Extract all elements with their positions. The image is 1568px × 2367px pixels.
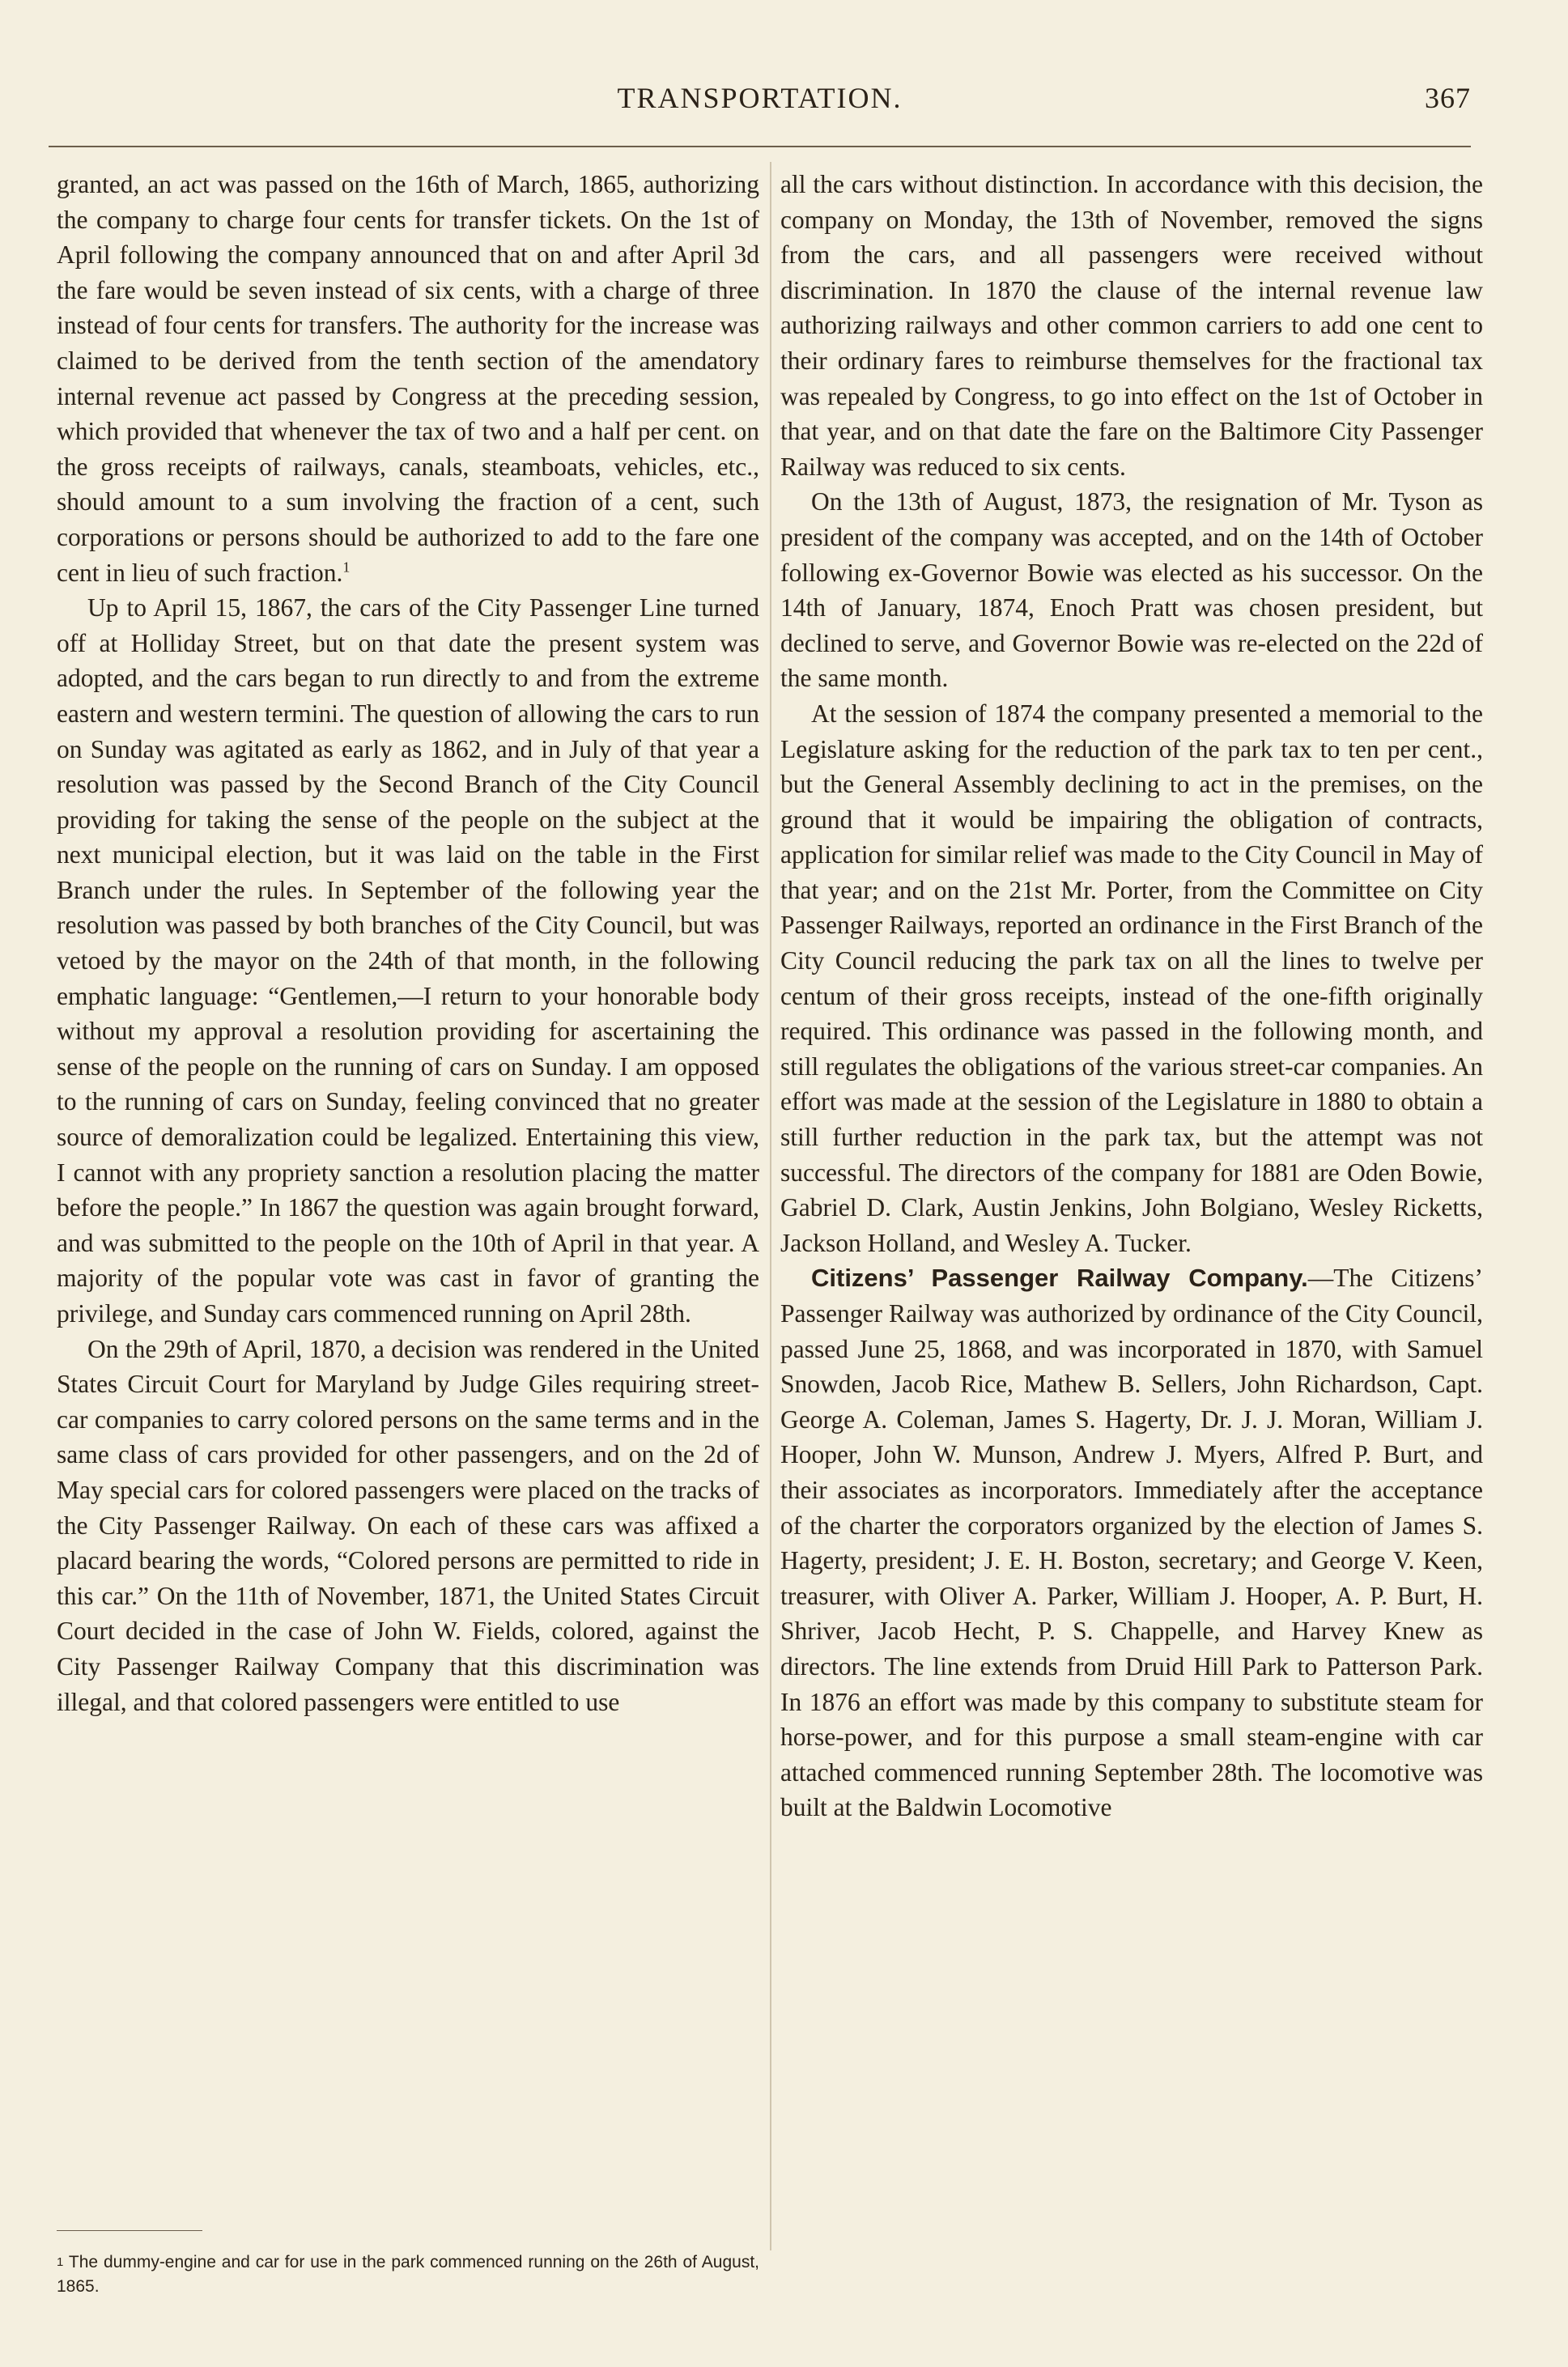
column-divider xyxy=(770,162,771,2250)
footnote-number: 1 xyxy=(57,2255,64,2269)
right-column xyxy=(780,167,1483,1825)
paragraph: At the session of 1874 the company presented a memorial to the Legislature asking for the reduction of the park tax to ten per cent., but the General Assembly declining to act in the premises, on the ground that it would be impairing the obligation of contracts, application for similar relief was made to the City Council in May of that year; and on the 21st Mr. Porter, from the Committee on City Passenger Railways, reported an ordinance in the First Branch of the City Council reducing the park tax on all the lines to twelve per centum of their gross receipts, instead of the one-fifth originally required. This ordinance was passed in the following month, and still regulates the obligations of the various street-car companies. An effort was made at the session of the Legislature in 1880 to obtain a still further reduction in the park tax, but the attempt was not successful. The directors of the company for 1881 are Oden Bowie, Gabriel D. Clark, Austin Jenkins, John Bolgiano, Wesley Ricketts, Jackson Holland, and Wesley A. Tucker. xyxy=(780,699,1483,1257)
page-header xyxy=(49,81,1471,130)
paragraph: Up to April 15, 1867, the cars of the City Passenger Line turned off at Holliday Street, but on that date the present system was adopted, and the cars began to run directly to and from the extreme eastern and western termini. The question of allowing the cars to run on Sunday was agitated as early as 1862, and in July of that year a resolution was passed by the Second Branch of the City Council providing for taking the sense of the people on the subject at the next municipal election, but it was laid on the table in the First Branch under the rules. In September of the following year the resolution was passed by both branches of the City Council, but was vetoed by the mayor on the 24th of that month, in the following emphatic language: “Gentlemen,—I return to your honorable body without my approval a resolution providing for ascertaining the sense of the people on the running of cars on Sunday. I am opposed to the running of cars on Sunday, feeling convinced that no greater source of demoralization could be legalized. Entertaining this view, I cannot with any propriety sanction a resolution placing the matter before the people.” In 1867 the question was again brought forward, and was submitted to the people on the 10th of April in that year. A majority of the popular vote was cast in favor of granting the privilege, and Sunday cars commenced running on April 28th. xyxy=(57,593,759,1328)
footnote xyxy=(57,2250,759,2299)
page-number: 367 xyxy=(1425,82,1471,114)
paragraph: On the 13th of August, 1873, the resignation of Mr. Tyson as president of the company was accepted, and on the 14th of October following ex-Governor Bowie was elected as his successor. On the 14th of January, 1874, Enoch Pratt was chosen president, but declined to serve, and Governor Bowie was re-elected on the 22d of the same month. xyxy=(780,487,1483,693)
section-heading: Citizens’ Passenger Railway Company. xyxy=(811,1264,1308,1293)
footnote-reference: 1 xyxy=(342,559,351,576)
header-rule xyxy=(49,146,1471,147)
running-title: TRANSPORTATION. xyxy=(617,82,903,114)
left-column xyxy=(57,167,759,1719)
footnote-rule xyxy=(57,2230,202,2231)
paragraph: all the cars without distinction. In accordance with this decision, the company on Monday, the 13th of November, removed the signs from the cars, and all passengers were received without discrimination. In 1870 the clause of the internal revenue law authorizing railways and other common carriers to add one cent to their ordinary fares to reimburse themselves for the fractional tax was repealed by Congress, to go into effect on the 1st of October in that year, and on that date the fare on the Baltimore City Passenger Railway was reduced to six cents. xyxy=(780,170,1483,481)
paragraph: On the 29th of April, 1870, a decision was rendered in the United States Circuit Court for Maryland by Judge Giles requiring street-car companies to carry colored persons on the same terms and in the same class of cars provided for other passengers, and on the 2d of May special cars for colored passengers were placed on the tracks of the City Passenger Railway. On each of these cars was affixed a placard bearing the words, “Colored persons are permitted to ride in this car.” On the 11th of November, 1871, the United States Circuit Court decided in the case of John W. Fields, colored, against the City Passenger Railway Company that this discrimination was illegal, and that colored passengers were entitled to use xyxy=(57,1334,759,1716)
paragraph xyxy=(780,1260,1483,1825)
paragraph-text: —The Citizens’ Passenger Railway was authorized by ordinance of the City Council, passed June 25, 1868, and was incorporated in 1870, with Samuel Snowden, Jacob Rice, Mathew B. Sellers, John Richardson, Capt. George A. Coleman, James S. Hagerty, Dr. J. J. Moran, William J. Hooper, John W. Munson, Andrew J. Myers, Alfred P. Burt, and their associates as incorporators. Immediately after the acceptance of the charter the corporators organized by the election of James S. Hagerty, president; J. E. H. Boston, secretary; and George V. Keen, treasurer, with Oliver A. Parker, William J. Hooper, A. P. Burt, H. Shriver, Jacob Hecht, P. S. Chappelle, and Harvey Knew as directors. The line extends from Druid Hill Park to Patterson Park. In 1876 an effort was made by this company to substitute steam for horse-power, and for this purpose a small steam-engine with car attached commenced running September 28th. The locomotive was built at the Baldwin Locomotive xyxy=(780,1264,1483,1822)
paragraph-text: granted, an act was passed on the 16th of March, 1865, authorizing the company to charge four cents for transfer tickets. On the 1st of April following the company announced that on and after April 3d the fare would be seven instead of six cents, with a charge of three instead of four cents for transfers. The authority for the increase was claimed to be derived from the tenth section of the amendatory internal revenue act passed by Congress at the preceding session, which provided that whenever the tax of two and a half per cent. on the gross receipts of railways, canals, steamboats, vehicles, etc., should amount to a sum involving the fraction of a cent, such corporations or persons should be authorized to add to the fare one cent in lieu of such fraction. xyxy=(57,170,759,587)
paragraph xyxy=(57,167,759,590)
footnote-text: The dummy-engine and car for use in the park commenced running on the 26th of August, 1865. xyxy=(57,2253,759,2296)
